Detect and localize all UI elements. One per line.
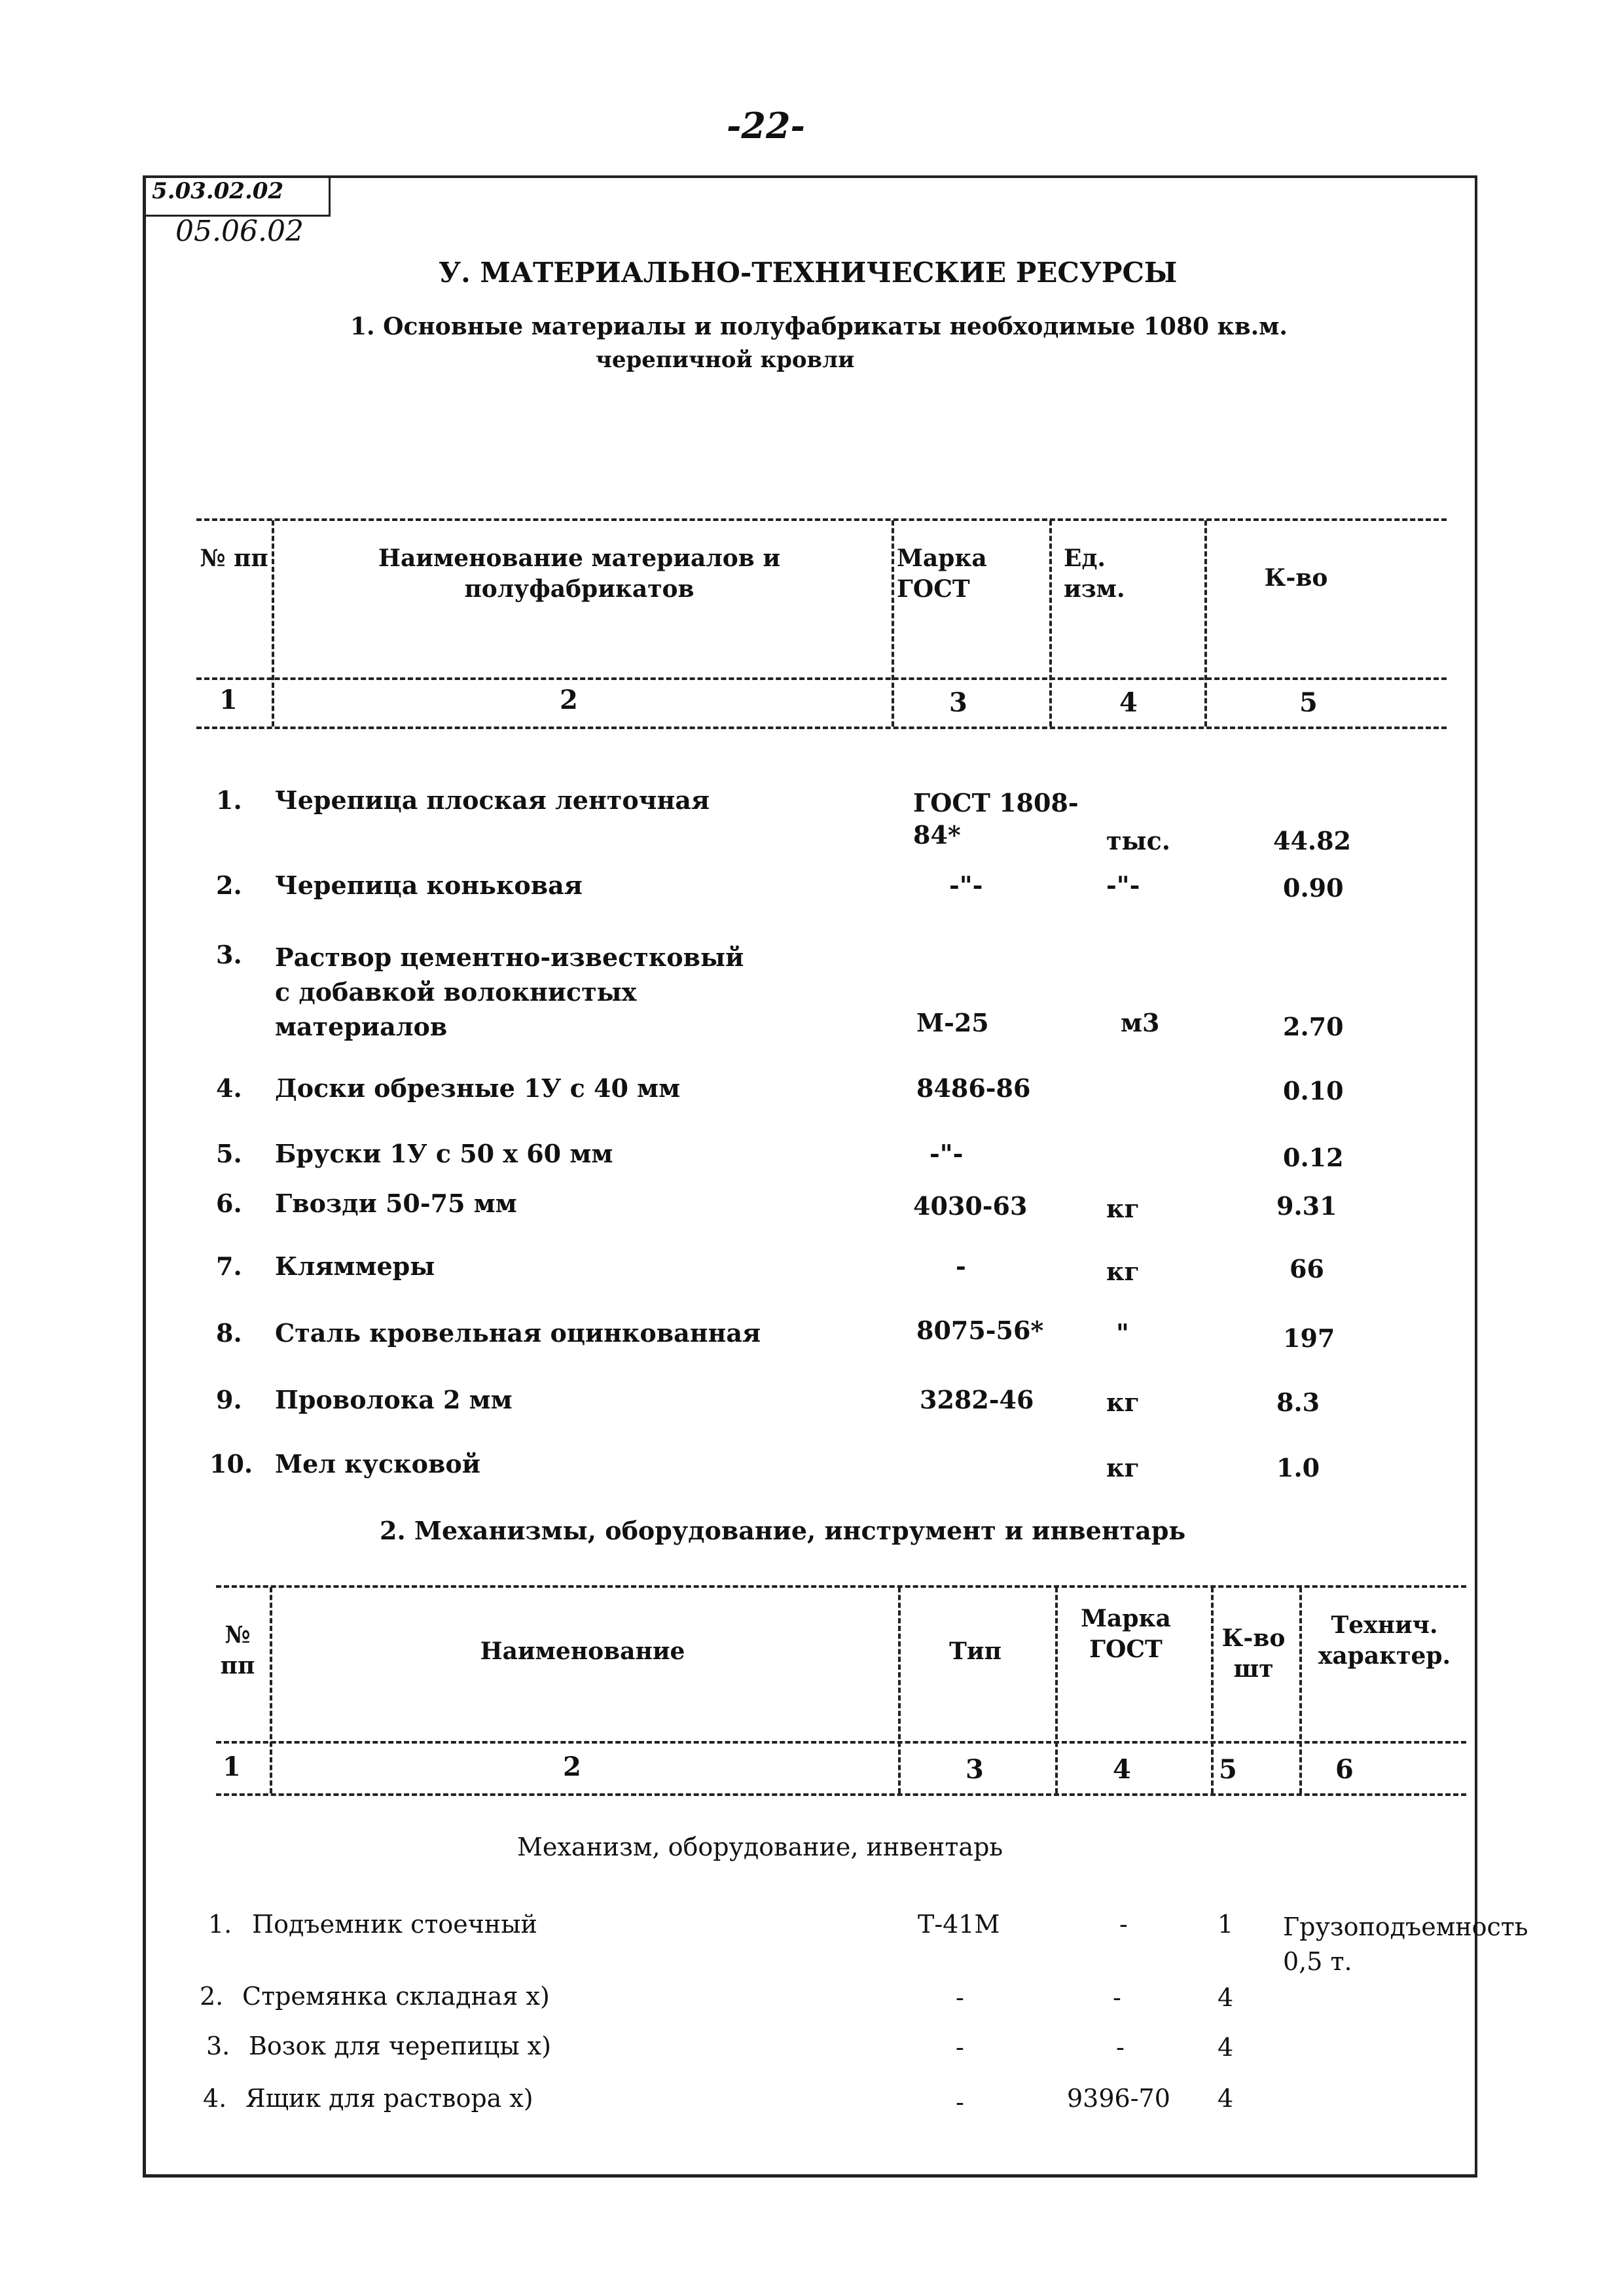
row-unit: кг: [1106, 1388, 1140, 1417]
doc-code-line1: 5.03.02.02: [152, 178, 284, 204]
row-qty: 0.10: [1283, 1076, 1344, 1105]
row-no: 5.: [216, 1139, 242, 1168]
row-name: Бруски 1У с 50 х 60 мм: [275, 1139, 613, 1168]
col-number: 5: [1299, 687, 1318, 718]
row-name: Возок для черепицы x): [249, 2032, 551, 2060]
table2-divider: [1299, 1587, 1302, 1793]
table2-divider: [270, 1587, 272, 1793]
row-no: 8.: [216, 1318, 242, 1348]
row-unit: кг: [1106, 1453, 1140, 1482]
row-gost: -: [1113, 1983, 1121, 2012]
t2-col-number: 4: [1113, 1754, 1131, 1785]
t2-header-name: Наименование: [480, 1638, 685, 1665]
header-unit: Ед. изм.: [1064, 545, 1125, 603]
row-unit: тыс.: [1106, 826, 1171, 855]
table1-top-rule: [196, 518, 1447, 521]
row-no: 2.: [216, 870, 242, 900]
table2-divider: [1211, 1587, 1214, 1793]
row-gost: -: [956, 1251, 966, 1281]
row-no: 3.: [206, 2032, 230, 2060]
row-no: 7.: [216, 1251, 242, 1281]
subsection2-title: 2. Механизмы, оборудование, инструмент и инвентарь: [380, 1516, 1186, 1545]
row-qty: 4: [1218, 2033, 1234, 2062]
row-name: Раствор цементно-известковый с добавкой волокнистых материалов: [275, 942, 744, 1042]
page-number: -22-: [727, 105, 805, 147]
row-qty: 44.82: [1273, 826, 1351, 855]
row-gost: М-25: [916, 1008, 989, 1037]
row-qty: 8.3: [1276, 1388, 1320, 1417]
subsection1-title: 1. Основные материалы и полуфабрикаты необходимые 1080 кв.м.: [350, 313, 1288, 340]
row-gost: 9396-70: [1067, 2084, 1170, 2113]
row-gost: 3282-46: [920, 1385, 1034, 1414]
row-name: Черепица плоская ленточная: [275, 785, 710, 815]
header-qty: К-во: [1264, 564, 1328, 592]
row-qty: 1.0: [1276, 1453, 1320, 1482]
table2-bottom-rule: [216, 1793, 1466, 1796]
row-name: Кляммеры: [275, 1251, 435, 1281]
row-no: 1.: [216, 785, 242, 815]
row-no: 4.: [203, 2084, 227, 2113]
row-gost: -: [1119, 1910, 1128, 1939]
row-type: -: [956, 1983, 964, 2012]
row-qty: 4: [1218, 2084, 1234, 2113]
row-tech: Грузоподъемность 0,5 т.: [1283, 1912, 1528, 1977]
table1-divider: [1049, 520, 1052, 726]
row-gost: -"-: [929, 1139, 964, 1168]
row-qty: 9.31: [1276, 1191, 1337, 1221]
row-no: 6.: [216, 1189, 242, 1218]
row-no: 4.: [216, 1073, 242, 1103]
row-no: 10.: [209, 1449, 253, 1479]
row-qty: 2.70: [1283, 1012, 1344, 1041]
t2-col-number: 6: [1335, 1754, 1354, 1785]
row-name: Гвозди 50-75 мм: [275, 1189, 517, 1218]
table1-divider: [892, 520, 894, 726]
col-number: 1: [219, 685, 238, 715]
table1-divider: [272, 520, 274, 726]
row-qty: 4: [1218, 1983, 1234, 2012]
row-gost: ГОСТ 1808-84*: [913, 788, 1079, 850]
row-type: -: [956, 2033, 964, 2062]
row-qty: 197: [1283, 1323, 1335, 1353]
row-unit: кг: [1106, 1194, 1140, 1223]
row-name: Черепица коньковая: [275, 870, 583, 900]
row-gost: 8486-86: [916, 1073, 1031, 1103]
t2-col-number: 2: [563, 1751, 581, 1782]
table2-divider: [1055, 1587, 1058, 1793]
t2-col-number: 3: [965, 1754, 984, 1785]
row-type: -: [956, 2088, 964, 2117]
row-qty: 0.90: [1283, 873, 1344, 903]
row-name: Проволока 2 мм: [275, 1385, 513, 1414]
table1-bottom-rule: [196, 726, 1447, 729]
row-unit: -"-: [1106, 870, 1140, 900]
col-number: 2: [560, 685, 578, 715]
header-name: Наименование материалов и полуфабрикатов: [378, 545, 781, 603]
row-gost: -: [1116, 2033, 1125, 2062]
row-unit: кг: [1106, 1257, 1140, 1286]
table2-top-rule: [216, 1585, 1466, 1588]
row-unit: ": [1116, 1318, 1129, 1348]
table1-mid-rule: [196, 677, 1447, 680]
t2-header-tech: Технич. характер.: [1318, 1611, 1451, 1670]
row-name: Мел кусковой: [275, 1449, 480, 1479]
row-gost: 4030-63: [913, 1191, 1028, 1221]
row-qty: 66: [1290, 1254, 1324, 1283]
row-type: Т-41М: [918, 1910, 1000, 1939]
t2-header-qty: К-во шт: [1221, 1624, 1286, 1683]
t2-col-number: 5: [1219, 1754, 1237, 1785]
group-heading: Механизм, оборудование, инвентарь: [517, 1833, 1003, 1861]
row-name: Сталь кровельная оцинкованная: [275, 1318, 761, 1348]
header-gost: Марка ГОСТ: [897, 545, 987, 603]
t2-header-gost: Марка ГОСТ: [1081, 1605, 1171, 1663]
table1-divider: [1204, 520, 1207, 726]
table2-mid-rule: [216, 1741, 1466, 1744]
row-no: 1.: [208, 1910, 232, 1939]
table2-divider: [898, 1587, 901, 1793]
section-title: У. МАТЕРИАЛЬНО-ТЕХНИЧЕСКИЕ РЕСУРСЫ: [439, 257, 1178, 289]
row-name: Ящик для раствора x): [245, 2084, 533, 2113]
row-name: Доски обрезные 1У с 40 мм: [275, 1073, 681, 1103]
row-no: 9.: [216, 1385, 242, 1414]
row-name: Стремянка складная x): [242, 1982, 550, 2011]
subsection1-title-line2: черепичной кровли: [596, 347, 855, 373]
t2-header-type: Тип: [949, 1638, 1001, 1665]
row-gost: 8075-56*: [916, 1316, 1044, 1345]
row-no: 3.: [216, 940, 242, 969]
header-no: № пп: [200, 545, 268, 572]
col-number: 3: [949, 687, 967, 718]
row-no: 2.: [200, 1982, 224, 2011]
row-qty: 1: [1218, 1910, 1234, 1939]
t2-col-number: 1: [223, 1751, 241, 1782]
row-unit: м3: [1121, 1008, 1160, 1037]
page-frame: [143, 175, 1528, 2178]
t2-header-no: № пп: [220, 1621, 255, 1679]
row-gost: -"-: [949, 870, 983, 900]
row-qty: 0.12: [1283, 1143, 1344, 1172]
row-name: Подъемник стоечный: [252, 1910, 537, 1939]
doc-code-line2: 05.06.02: [175, 215, 304, 248]
col-number: 4: [1119, 687, 1138, 718]
